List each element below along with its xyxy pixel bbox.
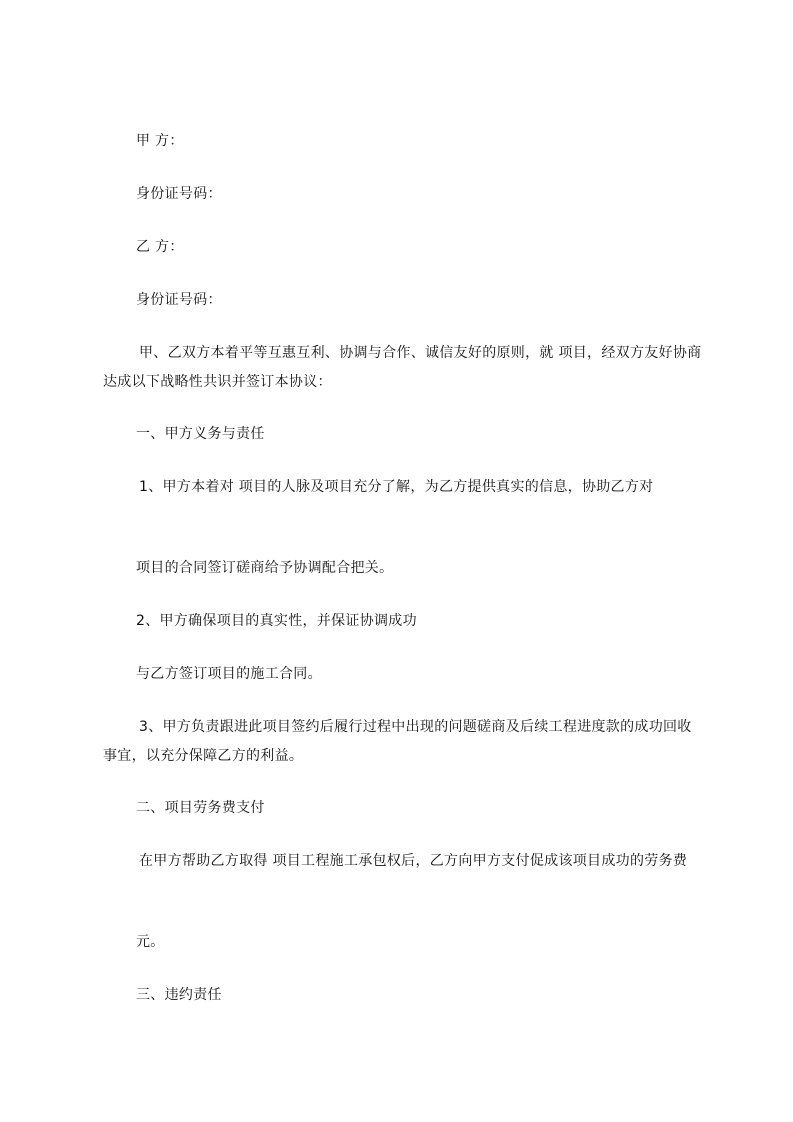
- clause-3-paragraph: 3、甲方负责跟进此项目签约后履行过程中出现的问题磋商及后续工程进度款的成功回收事宜，以充分保障乙方的利益。: [103, 719, 692, 764]
- section-2-heading: 二、项目劳务费支付: [136, 800, 265, 816]
- clause-1-continuation: 项目的合同签订磋商给予协调配合把关。: [136, 560, 394, 576]
- party-a-id-label: 身份证号码：: [136, 186, 222, 202]
- party-b-id-label: 身份证号码：: [136, 292, 222, 308]
- party-a-label: 甲 方：: [136, 133, 184, 149]
- section-1-heading: 一、甲方义务与责任: [136, 426, 265, 442]
- payment-amount-line: 元。: [136, 934, 165, 950]
- clause-2-continuation: 与乙方签订项目的施工合同。: [136, 666, 322, 682]
- clause-2-paragraph: 2、甲方确保项目的真实性，并保证协调成功: [136, 613, 417, 629]
- payment-paragraph: 在甲方帮助乙方取得 项目工程施工承包权后，乙方向甲方支付促成该项目成功的劳务费: [139, 853, 688, 869]
- intro-paragraph: 甲、乙双方本着平等互惠互利、协调与合作、诚信友好的原则，就 项目，经双方友好协商达成以下战略性共识并签订本协议：: [103, 345, 702, 390]
- party-b-label: 乙 方：: [136, 239, 184, 255]
- section-3-heading: 三、违约责任: [136, 987, 222, 1003]
- clause-1-paragraph: 1、甲方本着对 项目的人脉及项目充分了解，为乙方提供真实的信息，协助乙方对: [139, 479, 654, 495]
